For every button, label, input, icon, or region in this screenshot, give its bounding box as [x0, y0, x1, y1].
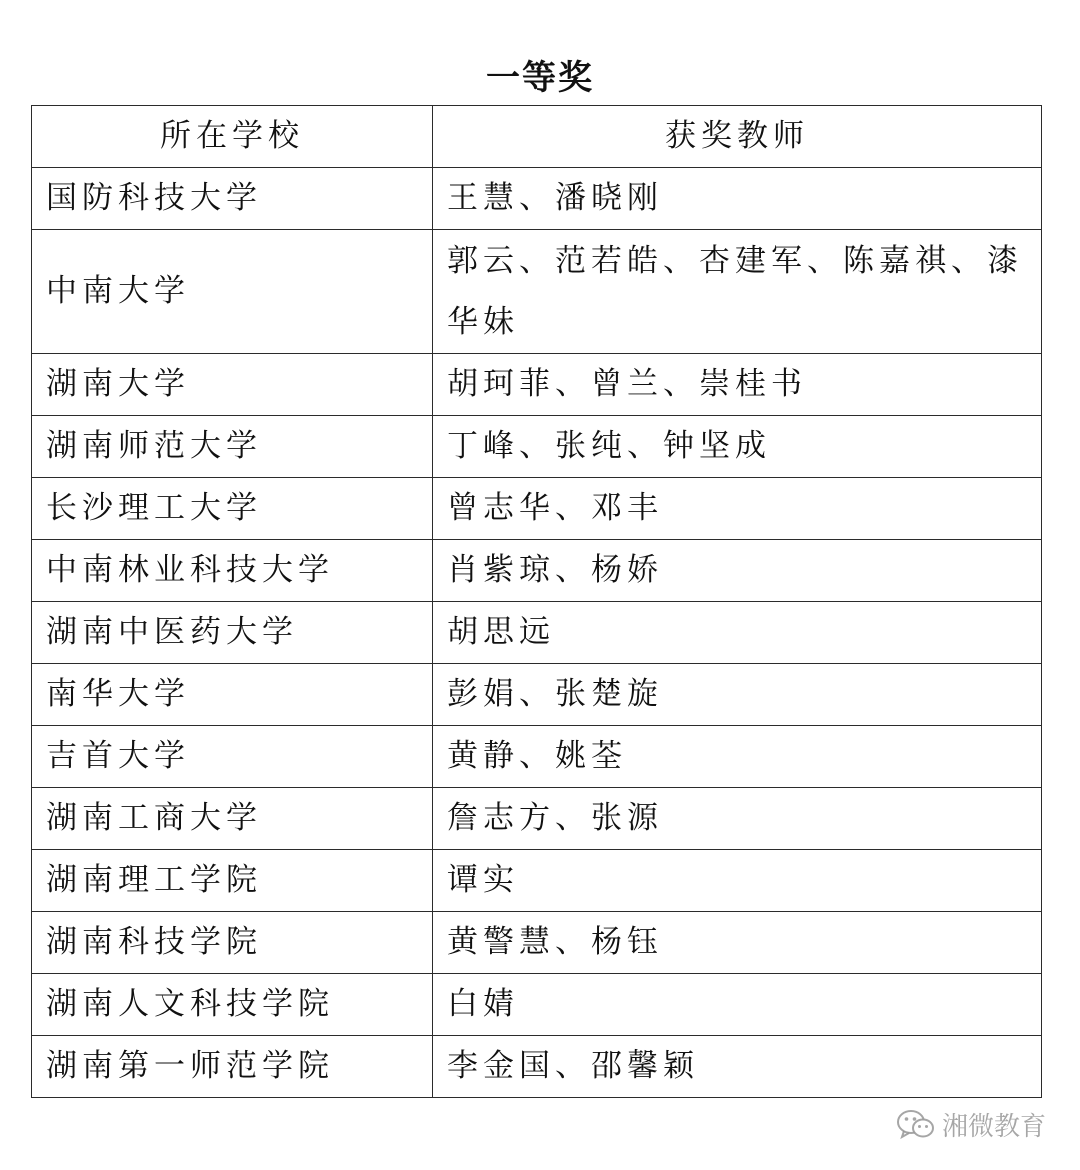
school-cell: 南华大学: [32, 664, 433, 726]
column-header-teachers: 获奖教师: [433, 106, 1042, 168]
table-row: [32, 540, 1042, 602]
table-row: [32, 664, 1042, 726]
teachers-cell: 黄警慧、杨钰: [433, 912, 1042, 974]
teachers-cell: 白婧: [433, 974, 1042, 1036]
teachers-cell: 彭娟、张楚旋: [433, 664, 1042, 726]
table-row: [32, 230, 1042, 354]
school-cell: 湖南工商大学: [32, 788, 433, 850]
teachers-cell: 丁峰、张纯、钟坚成: [433, 416, 1042, 478]
school-cell: 湖南中医药大学: [32, 602, 433, 664]
school-cell: 湖南大学: [32, 354, 433, 416]
table-row: [32, 726, 1042, 788]
award-table: [31, 105, 1042, 1098]
teachers-cell: 詹志方、张源: [433, 788, 1042, 850]
column-header-school: 所在学校: [32, 106, 433, 168]
table-row: [32, 974, 1042, 1036]
teachers-cell: 肖紫琼、杨娇: [433, 540, 1042, 602]
teachers-cell: 胡思远: [433, 602, 1042, 664]
teachers-cell: 胡珂菲、曾兰、崇桂书: [433, 354, 1042, 416]
teachers-cell: 王慧、潘晓刚: [433, 168, 1042, 230]
school-cell: 中南大学: [32, 230, 433, 354]
page-title: 一等奖: [486, 58, 594, 98]
school-cell: 湖南科技学院: [32, 912, 433, 974]
school-cell: 湖南师范大学: [32, 416, 433, 478]
school-cell: 中南林业科技大学: [32, 540, 433, 602]
teachers-cell: [433, 230, 1042, 354]
table-row: [32, 912, 1042, 974]
teachers-text: 郭云、范若皓、杏建军、陈嘉祺、漆华妹: [447, 242, 1023, 340]
table-row: [32, 850, 1042, 912]
table-row: [32, 416, 1042, 478]
school-cell: 湖南第一师范学院: [32, 1036, 433, 1098]
table-row: [32, 168, 1042, 230]
school-cell: 国防科技大学: [32, 168, 433, 230]
teachers-cell: 谭实: [433, 850, 1042, 912]
school-cell: 长沙理工大学: [32, 478, 433, 540]
school-cell: 湖南理工学院: [32, 850, 433, 912]
teachers-cell: 黄静、姚荃: [433, 726, 1042, 788]
school-cell: 吉首大学: [32, 726, 433, 788]
wechat-icon: [896, 1108, 936, 1142]
watermark-text: 湘微教育: [941, 1112, 1046, 1142]
table-row: [32, 478, 1042, 540]
table-row: [32, 354, 1042, 416]
table-row: [32, 602, 1042, 664]
table-row: [32, 1036, 1042, 1098]
watermark: [896, 1106, 1046, 1143]
teachers-cell: 李金国、邵馨颖: [433, 1036, 1042, 1098]
table-row: [32, 788, 1042, 850]
school-cell: 湖南人文科技学院: [32, 974, 433, 1036]
teachers-cell: 曾志华、邓丰: [433, 478, 1042, 540]
table-header-row: [32, 106, 1042, 168]
